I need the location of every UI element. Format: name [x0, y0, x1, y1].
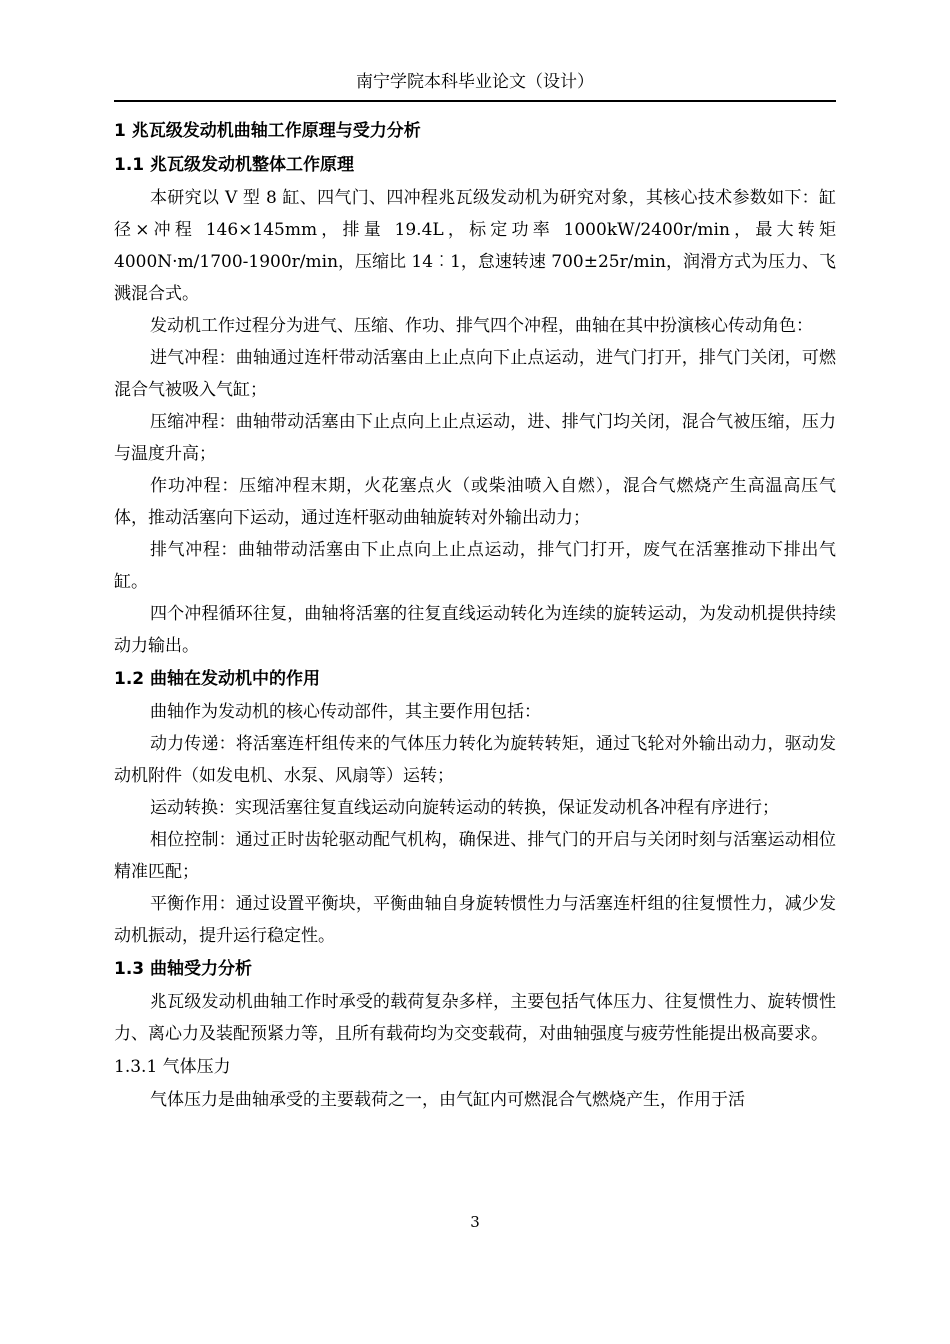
paragraph: 兆瓦级发动机曲轴工作时承受的载荷复杂多样，主要包括气体压力、往复惯性力、旋转惯性力、离心力及装配预紧力等，且所有载荷均为交变载荷，对曲轴强度与疲劳性能提出极高要求。 — [114, 992, 836, 1044]
paragraph: 排气冲程：曲轴带动活塞由下止点向上止点运动，排气门打开，废气在活塞推动下排出气缸。 — [114, 540, 836, 592]
section-heading-1-3: 1.3 曲轴受力分析 — [114, 959, 253, 979]
section-heading-1-2: 1.2 曲轴在发动机中的作用 — [114, 669, 321, 689]
header-divider — [114, 100, 836, 102]
section-heading-1: 1 兆瓦级发动机曲轴工作原理与受力分析 — [114, 121, 421, 141]
paragraph: 动力传递：将活塞连杆组传来的气体压力转化为旋转转矩，通过飞轮对外输出动力，驱动发动机附件（如发电机、水泵、风扇等）运转； — [114, 734, 836, 786]
paragraph: 平衡作用：通过设置平衡块，平衡曲轴自身旋转惯性力与活塞连杆组的往复惯性力，减少发动机振动，提升运行稳定性。 — [114, 894, 836, 946]
paragraph: 发动机工作过程分为进气、压缩、作功、排气四个冲程，曲轴在其中扮演核心传动角色： — [150, 316, 813, 336]
paragraph: 运动转换：实现活塞往复直线运动向旋转运动的转换，保证发动机各冲程有序进行； — [150, 798, 779, 818]
paragraph: 曲轴作为发动机的核心传动部件，其主要作用包括： — [150, 702, 541, 722]
paragraph: 作功冲程：压缩冲程末期，火花塞点火（或柴油喷入自燃），混合气燃烧产生高温高压气体，推动活塞向下运动，通过连杆驱动曲轴旋转对外输出动力； — [114, 476, 836, 528]
section-heading-1-3-1: 1.3.1 气体压力 — [114, 1057, 231, 1077]
page-body — [114, 114, 836, 1116]
paragraph: 进气冲程：曲轴通过连杆带动活塞由上止点向下止点运动，进气门打开，排气门关闭，可燃混合气被吸入气缸； — [114, 348, 836, 400]
paragraph: 本研究以 V 型 8 缸、四气门、四冲程兆瓦级发动机为研究对象，其核心技术参数如下：缸径×冲程 146×145mm，排量 19.4L，标定功率 1000kW/2400r/min，最大转矩 4000N·m/1700-1900r/min，压缩比 14︰1，怠速转速 700±25r/min，润滑方式为压力、飞溅混合式。 — [114, 188, 836, 304]
paragraph: 气体压力是曲轴承受的主要载荷之一，由气缸内可燃混合气燃烧产生，作用于活 — [150, 1090, 745, 1110]
page-number: 3 — [470, 1213, 480, 1231]
page-header: 南宁学院本科毕业论文（设计） — [356, 72, 594, 92]
paragraph: 相位控制：通过正时齿轮驱动配气机构，确保进、排气门的开启与关闭时刻与活塞运动相位精准匹配； — [114, 830, 836, 882]
paragraph: 压缩冲程：曲轴带动活塞由下止点向上止点运动，进、排气门均关闭，混合气被压缩，压力与温度升高； — [114, 412, 836, 464]
paragraph: 四个冲程循环往复，曲轴将活塞的往复直线运动转化为连续的旋转运动，为发动机提供持续动力输出。 — [114, 604, 836, 656]
section-heading-1-1: 1.1 兆瓦级发动机整体工作原理 — [114, 155, 355, 175]
